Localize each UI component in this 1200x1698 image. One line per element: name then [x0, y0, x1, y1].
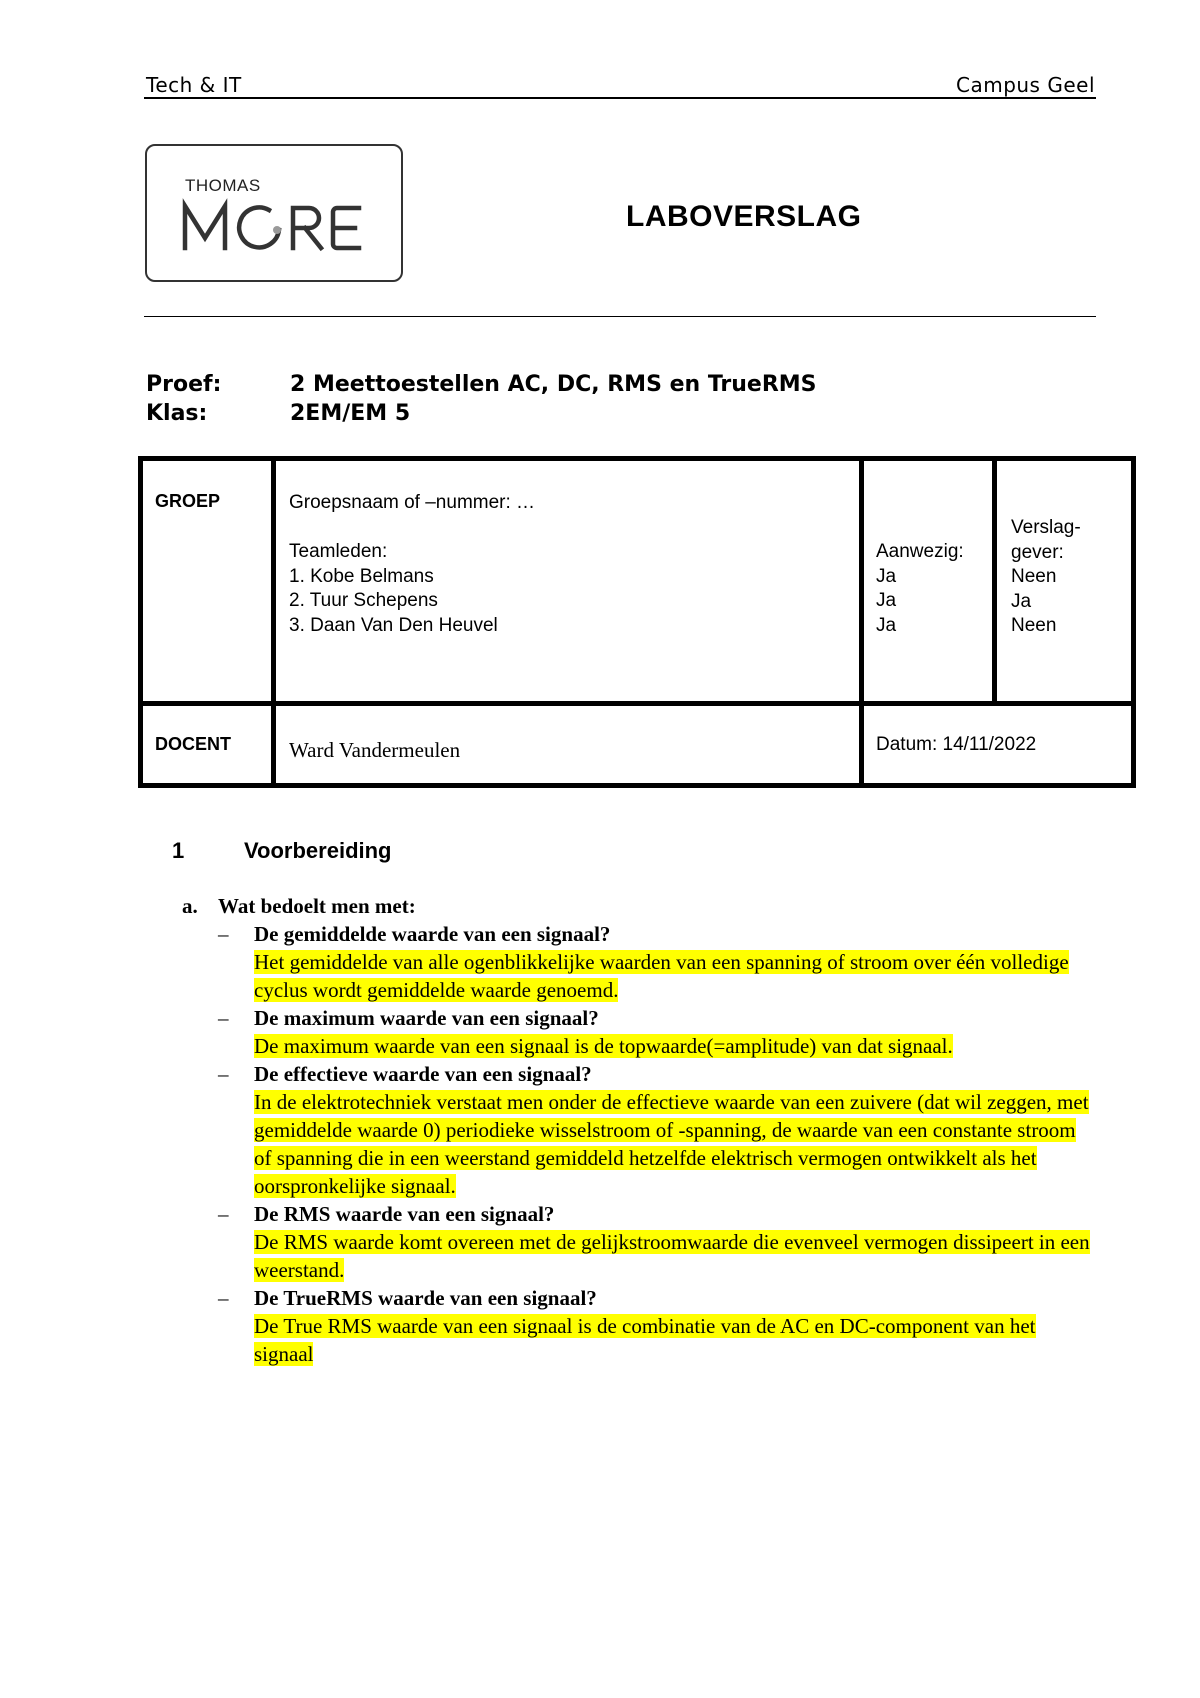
answer — [254, 1032, 1098, 1060]
reporter-column — [1011, 516, 1126, 639]
docent-label: DOCENT — [155, 734, 231, 754]
list-dash: – — [218, 1286, 229, 1310]
list-item — [218, 920, 1098, 1004]
sub-question: De RMS waarde van een signaal? — [254, 1202, 555, 1226]
page-title: LABOVERSLAG — [626, 200, 862, 233]
table-divider — [859, 461, 864, 783]
group-label: GROEP — [155, 491, 221, 511]
answer-list — [218, 920, 1098, 1368]
answer — [254, 1312, 1098, 1368]
reporter-label: gever: — [1011, 541, 1064, 563]
table-divider — [271, 461, 276, 783]
reporter-label: Verslag- — [1011, 517, 1081, 538]
answer — [254, 1088, 1098, 1200]
logo-wordmark-svg — [181, 198, 371, 254]
docent-name: Ward Vandermeulen — [289, 738, 461, 762]
list-dash: – — [218, 1006, 229, 1030]
section-number: 1 — [172, 838, 185, 863]
group-name-line: Groepsnaam of –nummer: … — [289, 492, 536, 513]
list-item — [218, 1284, 1098, 1368]
header-right: Campus Geel — [955, 73, 1095, 97]
header-left: Tech & IT — [146, 73, 242, 97]
proef-value: 2 Meettoestellen AC, DC, RMS en TrueRMS — [290, 372, 817, 397]
table-divider — [992, 461, 997, 701]
klas-label: Klas: — [146, 401, 208, 426]
reporter-value: Neen — [1011, 566, 1057, 587]
answer-text: Het gemiddelde van alle ogenblikkelijke waarden van een spanning of stroom over één volledige cyclus wordt gemiddelde waarde genoemd. — [254, 950, 1069, 1002]
sub-question: De gemiddelde waarde van een signaal? — [254, 922, 611, 946]
reporter-value: Neen — [1011, 615, 1057, 636]
answer — [254, 948, 1098, 1004]
answer — [254, 1228, 1098, 1284]
team-member: 3. Daan Van Den Heuvel — [289, 614, 498, 636]
table-divider — [143, 701, 1131, 706]
list-dash: – — [218, 922, 229, 946]
team-members-label: Teamleden: — [289, 541, 388, 562]
present-value: Ja — [876, 614, 897, 636]
team-member: 2. Tuur Schepens — [289, 590, 438, 611]
answer-text: De True RMS waarde van een signaal is de combinatie van de AC en DC-component van het signaal — [254, 1314, 1036, 1366]
present-value: Ja — [876, 565, 897, 587]
group-table — [138, 456, 1136, 788]
logo-wordmark — [181, 198, 371, 258]
list-item — [218, 1200, 1098, 1284]
answer-text: De RMS waarde komt overeen met de gelijkstroomwaarde die evenveel vermogen dissipeert in een weerstand. — [254, 1230, 1090, 1282]
date-field: Datum: 14/11/2022 — [876, 734, 1037, 755]
header-rule — [144, 97, 1096, 99]
present-column — [876, 540, 991, 638]
question-text: Wat bedoelt men met: — [218, 894, 416, 918]
answer-text: De maximum waarde van een signaal is de topwaarde(=amplitude) van dat signaal. — [254, 1034, 953, 1058]
team-member: 1. Kobe Belmans — [289, 565, 434, 587]
reporter-value: Ja — [1011, 590, 1032, 612]
logo-small-text: THOMAS — [185, 176, 261, 195]
question-a — [182, 892, 416, 920]
group-info — [289, 491, 849, 638]
klas-value: 2EM/EM 5 — [290, 401, 411, 426]
title-rule — [144, 316, 1096, 317]
sub-question: De maximum waarde van een signaal? — [254, 1006, 599, 1030]
present-label: Aanwezig: — [876, 541, 964, 562]
thomas-more-logo — [145, 144, 403, 282]
present-value: Ja — [876, 590, 897, 611]
proef-label: Proef: — [146, 372, 222, 397]
list-item — [218, 1004, 1098, 1060]
sub-question: De TrueRMS waarde van een signaal? — [254, 1286, 597, 1310]
list-item — [218, 1060, 1098, 1200]
section-title: Voorbereiding — [244, 838, 392, 863]
question-marker: a. — [182, 894, 198, 918]
list-dash: – — [218, 1202, 229, 1226]
list-dash: – — [218, 1062, 229, 1086]
sub-question: De effectieve waarde van een signaal? — [254, 1062, 592, 1086]
answer-text: In de elektrotechniek verstaat men onder de effectieve waarde van een zuivere (dat wil zeggen, met gemiddelde waarde 0) periodieke wisselstroom of -spanning, de waarde van een constante stroom of spanning die in een weerstand gemiddeld hetzelfde elektrisch vermogen ontwikkelt als het oorspronkelijke signaal. — [254, 1090, 1089, 1198]
